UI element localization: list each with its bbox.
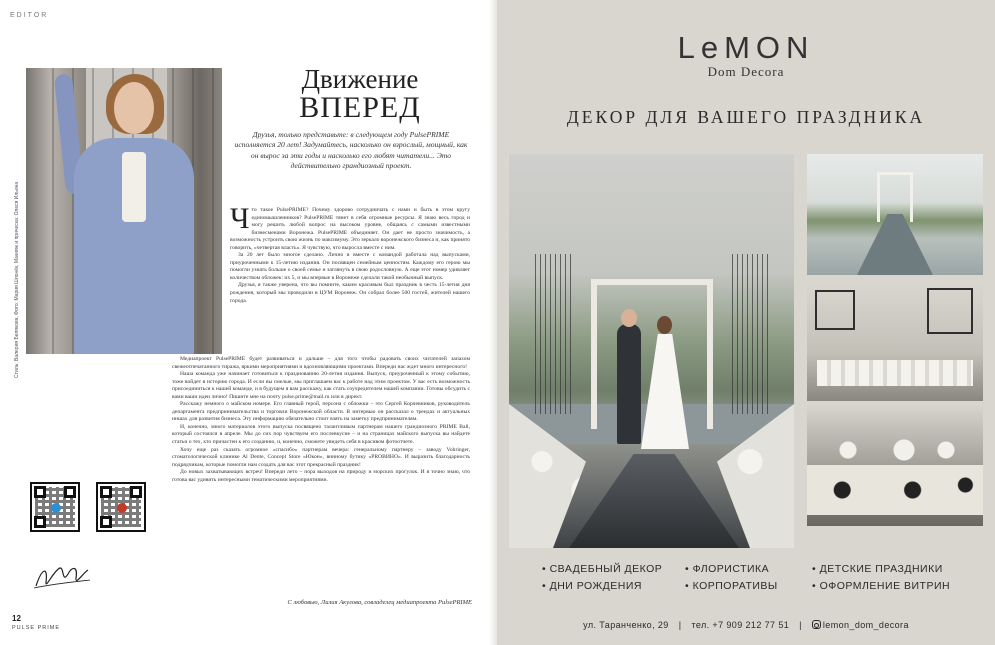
paragraph: Друзья, я также уверена, что вы помните, каким красивым был праздник в честь 15-летия дня рождения, который мы проводили в ЦУМ Воронеж. Он собрал более 500 гостей, жителей нашего города. [230,282,470,304]
service-item: • КОРПОРАТИВЫ [685,580,778,592]
wedding-photo [509,154,794,548]
article-title [250,66,470,123]
paragraph: До новых захватывающих встреч! Впереди лето – пора выходов на природу и морских прогулок. И я точно знаю, что готова вас удивить интересными тематическими мероприятиями. [172,469,470,483]
paragraph: Наша команда уже начинает готовиться к празднованию 20-летия издания. Выпуск, приуроченный к этому событию, тоже войдет в историю города. И если вы смелые, мы приглашаем вас к работе над этим проектом. У вас есть возможность присоединиться к нашей команде, и в будущем я вам расскажу, как стать соучредителем нашей компании. Готовы обсудить с вами ваши идеи лично! Пишите мне на почту pulse.prime@mail.ru или в директ. [172,371,470,400]
contact-line: ул. Таранченко, 29 | тел. +7 909 212 77 51 | lemon_dom_decora [583,620,909,630]
article-body-bottom [172,356,470,484]
services-row [542,563,962,575]
telegram-icon [51,503,61,513]
decor-photo-hall [807,280,983,401]
paragraph: Медиапроект PulsePRIME будет развиваться и дальше – для того чтобы радовать своих читателей запахом свежеотпечатанного тиража, яркими мероприятиями и вдохновляющими проектами. Впереди нас ждет много интересного! [172,356,470,370]
decor-photo-table [807,405,983,526]
instagram-icon [812,620,821,629]
ad-headline: ДЕКОР ДЛЯ ВАШЕГО ПРАЗДНИКА [566,107,926,127]
address: ул. Таранченко, 29 [583,620,669,630]
handwritten-signature [32,560,92,594]
phone-number[interactable]: тел. +7 909 212 77 51 [691,620,790,630]
service-item: • ДЕТСКИЕ ПРАЗДНИКИ [812,563,943,575]
page-number: 12 [12,614,21,623]
social-icon [117,503,127,513]
instagram-handle[interactable]: lemon_dom_decora [822,620,909,630]
photo-credit-text: Стиль: Валерия Белякова, Фото: Мария Шлонёк, Макияж и прическа: Олеся Ильина [14,181,20,378]
service-item: • ФЛОРИСТИКА [685,563,770,575]
title-line-2: ВПЕРЕД [299,91,421,124]
service-item: • ОФОРМЛЕНИЕ ВИТРИН [812,580,951,592]
advertisement-page [497,0,995,645]
magazine-name: PULSE PRIME [12,625,60,631]
article-body-top [230,202,470,305]
paragraph: Расскажу немного о майском номере. Его главный герой, персона с обложки – это Сергей Корчевников, руководитель департамента предпринимательства и торговли Воронежской области. В интервью он рассказал о трендах и актуальных нишах для развития бизнеса. Эту информацию обязательно стоит взять на заметку предпринимателям. [172,401,470,423]
editor-portrait-photo [26,68,222,354]
paragraph: За 20 лет было многое сделано. Лично я вместе с командой работала над выпусками, приуроченными к 15-летию издания. Он посвящен семейным ценностям. Каждому его герою мы помогли узнать больше о своей семье и заглянуть в свою родословную. А еще этот номер удивляет количеством обложек: их 5, и мы впервые в Воронеже сделали такой необычный выпуск. [230,252,470,281]
article-lead: Друзья, только представьте: в следующем году PulsePRIME исполняется 20 лет! Задумайтесь, насколько он взрослый, мощный, как он вырос за эти годы и насколько его любят читатели... Это действительно грандиозный проект. [234,130,468,171]
brand-logo [497,30,995,80]
social-qr-code[interactable] [96,482,146,532]
services-row [542,580,962,592]
service-item: • СВАДЕБНЫЙ ДЕКОР [542,563,663,575]
brand-subtitle: Dom Decora [707,64,785,79]
brand-name: LeMON [677,30,815,65]
services-list [542,563,962,597]
editorial-page [0,0,497,645]
drop-cap: Ч [230,202,250,235]
section-label: EDITOR [10,12,49,19]
telegram-qr-code[interactable] [30,482,80,532]
paragraph: то такое PulsePRIME? Почему здорово сотрудничать с нами и быть в этом кругу единомышленников? PulsePRIME тянет в себя огромные ресурсы. Я знаю весь город и могу решить любой вопрос на высоком уровне, общаясь с самыми известными бизнесменами Воронежа. PulsePRIME объединяет. Он дает не просто значимость, а возможность устроить свою жизнь по максимуму. Это зеркало воронежского бизнеса и, как принято говорить, «четвертая власть». Я чувствую, что выросла вместе с ним. [230,207,470,251]
service-item: • ДНИ РОЖДЕНИЯ [542,580,642,592]
decor-photo-aisle [807,154,983,275]
paragraph: Хочу еще раз сказать огромное «спасибо» партнерам вечера: генеральному партнеру – заводу Vohringer, стоматологической клинике Al Dente, Concept Store «Юкон», винному бутику «PROВИНО». И выразить благодарность подрядчикам, которые помогли нам создать для вас этот прекрасный праздник! [172,446,470,468]
paragraph: И, конечно, много материалов этого выпуска посвящено талантливым партнерам нашего грандиозного PRIME Ball, который состоялся в апреле. Мы до сих пор чувствуем его послевкусие – и на страницах майского выпуска вы найдете статьи о тех, кто причастен к его созданию, и, конечно, сможете увидеть себя в красивом фотоотчете. [172,423,470,446]
title-line-1: Движение [301,64,419,94]
photo-credit [14,78,24,378]
signoff: С любовью, Лилия Акулова, совладелец медиапроекта PulsePRIME [287,599,472,606]
